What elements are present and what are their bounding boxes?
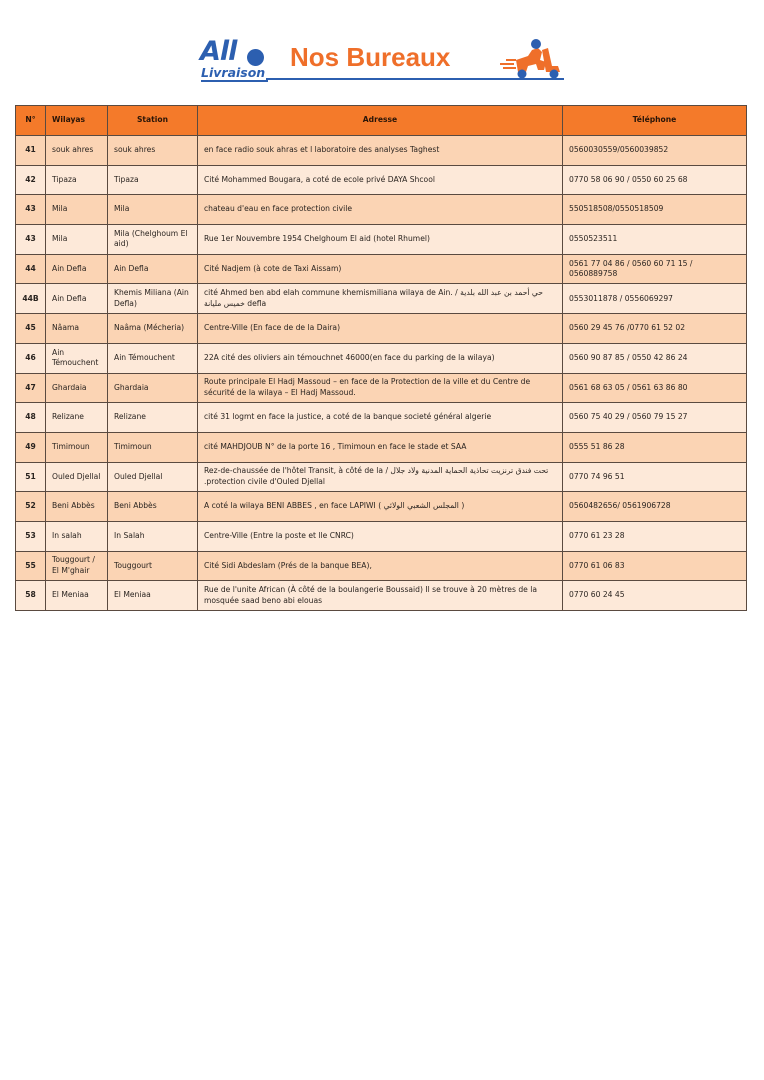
cell-station: Tipaza — [108, 165, 198, 195]
cell-station: In Salah — [108, 521, 198, 551]
cell-address: Cité Sidi Abdeslam (Prés de la banque BEA), — [198, 551, 563, 581]
cell-station: souk ahres — [108, 136, 198, 166]
column-header-number: N° — [16, 106, 46, 136]
cell-number: 46 — [16, 343, 46, 373]
cell-phone: 0561 68 63 05 / 0561 63 86 80 — [563, 373, 747, 403]
cell-number: 52 — [16, 492, 46, 522]
table-row — [16, 551, 747, 581]
cell-phone: 0550523511 — [563, 225, 747, 255]
table-header-row — [16, 106, 747, 136]
cell-address: en face radio souk ahras et l laboratoire des analyses Taghest — [198, 136, 563, 166]
cell-address: cité Ahmed ben abd elah commune khemismiliana wilaya de Ain. / حي أحمد بن عبد الله بلدية خميس مليانة defla — [198, 284, 563, 314]
cell-phone: 0555 51 86 28 — [563, 432, 747, 462]
cell-address: Centre-Ville (En face de de la Daira) — [198, 314, 563, 344]
cell-address: cité MAHDJOUB N° de la porte 16 , Timimoun en face le stade et SAA — [198, 432, 563, 462]
cell-station: Ghardaia — [108, 373, 198, 403]
cell-number: 41 — [16, 136, 46, 166]
cell-wilaya: Mila — [46, 225, 108, 255]
cell-address: Centre-Ville (Entre la poste et lle CNRC) — [198, 521, 563, 551]
cell-wilaya: Ain Témouchent — [46, 343, 108, 373]
table-row — [16, 581, 747, 611]
cell-phone: 0561 77 04 86 / 0560 60 71 15 / 0560889758 — [563, 254, 747, 284]
table-row — [16, 492, 747, 522]
cell-wilaya: Ghardaia — [46, 373, 108, 403]
page-header-banner — [198, 36, 566, 84]
cell-address: Cité Mohammed Bougara, a coté de ecole privé DAYA Shcool — [198, 165, 563, 195]
cell-station: Touggourt — [108, 551, 198, 581]
table-row — [16, 195, 747, 225]
cell-phone: 0770 58 06 90 / 0550 60 25 68 — [563, 165, 747, 195]
cell-address: Cité Nadjem (à cote de Taxi Aissam) — [198, 254, 563, 284]
cell-phone: 0560 75 40 29 / 0560 79 15 27 — [563, 403, 747, 433]
cell-wilaya: Nâama — [46, 314, 108, 344]
cell-address: chateau d'eau en face protection civile — [198, 195, 563, 225]
cell-address: 22A cité des oliviers ain témouchnet 46000(en face du parking de la wilaya) — [198, 343, 563, 373]
cell-phone: 0560 29 45 76 /0770 61 52 02 — [563, 314, 747, 344]
cell-phone: 0770 61 23 28 — [563, 521, 747, 551]
cell-address: cité 31 logmt en face la justice, a coté de la banque societé général algerie — [198, 403, 563, 433]
cell-number: 44 — [16, 254, 46, 284]
cell-wilaya: souk ahres — [46, 136, 108, 166]
cell-phone: 550518508/0550518509 — [563, 195, 747, 225]
cell-station: Beni Abbès — [108, 492, 198, 522]
table-row — [16, 314, 747, 344]
cell-number: 43 — [16, 225, 46, 255]
cell-station: Ain Defla — [108, 254, 198, 284]
cell-phone: 0560030559/0560039852 — [563, 136, 747, 166]
table-row — [16, 165, 747, 195]
cell-address: A coté la wilaya BENI ABBES , en face LAPIWI ( المجلس الشعبي الولائي ) — [198, 492, 563, 522]
cell-number: 51 — [16, 462, 46, 492]
bureaux-table-container — [15, 105, 746, 611]
cell-station: Ain Témouchent — [108, 343, 198, 373]
cell-number: 58 — [16, 581, 46, 611]
cell-number: 42 — [16, 165, 46, 195]
table-row — [16, 462, 747, 492]
cell-wilaya: Ouled Djellal — [46, 462, 108, 492]
cell-number: 45 — [16, 314, 46, 344]
cell-wilaya: Beni Abbès — [46, 492, 108, 522]
cell-station: Relizane — [108, 403, 198, 433]
cell-station: El Meniaa — [108, 581, 198, 611]
cell-address: Rue de l'unite African (À côté de la boulangerie Boussaid) Il se trouve à 20 mètres de la mosquée saad beno abi elouas — [198, 581, 563, 611]
cell-number: 49 — [16, 432, 46, 462]
cell-wilaya: Touggourt / El M'ghair — [46, 551, 108, 581]
table-row — [16, 225, 747, 255]
cell-wilaya: Relizane — [46, 403, 108, 433]
cell-station: Timimoun — [108, 432, 198, 462]
table-row — [16, 373, 747, 403]
bureaux-table — [15, 105, 747, 611]
cell-wilaya: Timimoun — [46, 432, 108, 462]
cell-station: Khemis Miliana (Ain Defla) — [108, 284, 198, 314]
cell-number: 43 — [16, 195, 46, 225]
cell-wilaya: Ain Defla — [46, 254, 108, 284]
column-header-station: Station — [108, 106, 198, 136]
cell-phone: 0770 74 96 51 — [563, 462, 747, 492]
table-row — [16, 284, 747, 314]
column-header-telephone: Téléphone — [563, 106, 747, 136]
table-row — [16, 343, 747, 373]
logo-text-livraison: Livraison — [201, 66, 268, 82]
cell-number: 53 — [16, 521, 46, 551]
cell-number: 44B — [16, 284, 46, 314]
column-header-adresse: Adresse — [198, 106, 563, 136]
cell-phone: 0553011878 / 0556069297 — [563, 284, 747, 314]
cell-station: Mila (Chelghoum El aid) — [108, 225, 198, 255]
cell-wilaya: Mila — [46, 195, 108, 225]
cell-wilaya: In salah — [46, 521, 108, 551]
column-header-wilayas: Wilayas — [46, 106, 108, 136]
logo-dot-icon — [247, 49, 264, 66]
table-row — [16, 432, 747, 462]
cell-address: Rue 1er Nouvembre 1954 Chelghoum El aid (hotel Rhumel) — [198, 225, 563, 255]
table-row — [16, 403, 747, 433]
cell-station: Ouled Djellal — [108, 462, 198, 492]
cell-number: 48 — [16, 403, 46, 433]
scooter-delivery-icon — [498, 36, 564, 82]
cell-address: Rez-de-chaussée de l'hôtel Transit, à côté de la / تحت فندق ترنزيت تحاذية الحماية المدنية ولاد جلال .protection civile d'Ouled Djellal — [198, 462, 563, 492]
cell-station: Mila — [108, 195, 198, 225]
table-row — [16, 521, 747, 551]
cell-wilaya: Ain Defla — [46, 284, 108, 314]
cell-number: 55 — [16, 551, 46, 581]
cell-wilaya: El Meniaa — [46, 581, 108, 611]
cell-address: Route principale El Hadj Massoud – en face de la Protection de la ville et du Centre de sécurité de la wilaya – El Hadj Massoud. — [198, 373, 563, 403]
cell-number: 47 — [16, 373, 46, 403]
table-row — [16, 254, 747, 284]
table-row — [16, 136, 747, 166]
cell-phone: 0770 60 24 45 — [563, 581, 747, 611]
cell-phone: 0560 90 87 85 / 0550 42 86 24 — [563, 343, 747, 373]
page-title: Nos Bureaux — [290, 42, 451, 72]
allo-livraison-logo — [200, 36, 274, 82]
cell-phone: 0560482656/ 0561906728 — [563, 492, 747, 522]
cell-station: Naâma (Mécheria) — [108, 314, 198, 344]
logo-text-allo: All — [200, 36, 237, 67]
cell-wilaya: Tipaza — [46, 165, 108, 195]
cell-phone: 0770 61 06 83 — [563, 551, 747, 581]
